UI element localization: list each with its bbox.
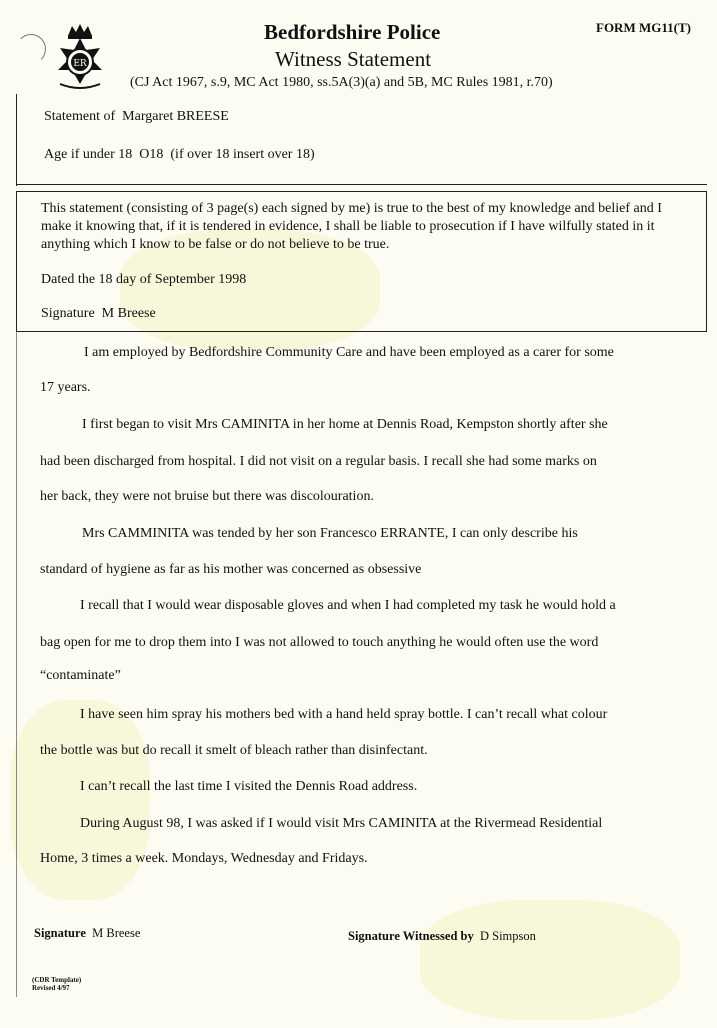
declaration-text: This statement (consisting of 3 page(s) each signed by me) is true to the best of my knowledge and belief and I make it knowing that, if it is tendered in evidence, I shall be liable to prosecution if I have wilfully stated in it anything which I know to be false or do not believe to be true. [41,201,662,252]
template-note [32,976,81,992]
scan-blotch [10,700,150,900]
template-note-line2: Revised 4/97 [32,984,70,992]
body-p3-line1: Mrs CAMMINITA was tended by her son Francesco ERRANTE, I can only describe his [82,526,578,541]
body-p7-line2: Home, 3 times a week. Mondays, Wednesday and Fridays. [40,851,368,866]
frame-left-edge [16,94,17,186]
police-crest-icon [46,22,114,98]
body-p4-line2: bag open for me to drop them into I was not allowed to touch anything he would often use the word [40,635,599,650]
statement-of-row [44,109,229,125]
footer-signature-row [34,926,140,941]
document-type-title: Witness Statement [275,47,432,71]
body-p2-line2: had been discharged from hospital. I did not visit on a regular basis. I recall she had some marks on [40,454,597,469]
statement-of-value: Margaret BREESE [122,109,229,124]
body-p6-line1: I can’t recall the last time I visited the Dennis Road address. [80,779,418,794]
body-p3-line2: standard of hygiene as far as his mother was concerned as obsessive [40,562,422,577]
crest-monogram: ER [73,59,87,69]
form-code: FORM MG11(T) [596,20,691,35]
scan-blotch [420,900,680,1020]
template-note-line1: (CDR Template) [32,976,82,984]
witness-signature-row [348,929,536,944]
header-divider [16,184,707,185]
body-p7-line1: During August 98, I was asked if I would visit Mrs CAMINITA at the Rivermead Residential [80,816,603,831]
body-p5-line1: I have seen him spray his mothers bed with a hand held spray bottle. I can’t recall what colour [80,707,608,722]
body-p1-line1: I am employed by Bedfordshire Community Care and have been employed as a carer for some [84,345,614,360]
body-p5-line2: the bottle was but do recall it smelt of bleach rather than disinfectant. [40,743,428,758]
organisation-title: Bedfordshire Police [264,20,441,44]
footer-signature-value: M Breese [92,926,141,940]
declaration-signature-value: M Breese [101,306,156,321]
body-p2-line1: I first began to visit Mrs CAMINITA in her home at Dennis Road, Kempston shortly after she [82,417,608,432]
body-p1-line2: 17 years. [40,380,91,395]
declaration-signature-row [41,306,156,322]
legal-reference: (CJ Act 1967, s.9, MC Act 1980, ss.5A(3)(a) and 5B, MC Rules 1981, r.70) [130,75,553,90]
age-value: O18 [139,147,164,162]
declaration-signature-label: Signature [41,306,95,321]
age-row [44,147,315,163]
body-p4-line1: I recall that I would wear disposable gloves and when I had completed my task he would hold a [80,598,616,613]
witness-signature-label: Signature Witnessed by [348,929,474,943]
dated-line: Dated the 18 day of September 1998 [41,272,247,287]
declaration-box [16,191,707,332]
witness-signature-value: D Simpson [479,929,536,943]
page-left-edge [16,332,17,997]
age-label: Age if under 18 [44,147,133,162]
footer-signature-label: Signature [34,926,86,940]
age-hint: (if over 18 insert over 18) [170,147,315,162]
body-p4-line3: “contaminate” [40,668,121,683]
punch-hole-mark [16,34,46,64]
statement-of-label: Statement of [44,109,116,124]
body-p2-line3: her back, they were not bruise but there was discolouration. [40,489,374,504]
